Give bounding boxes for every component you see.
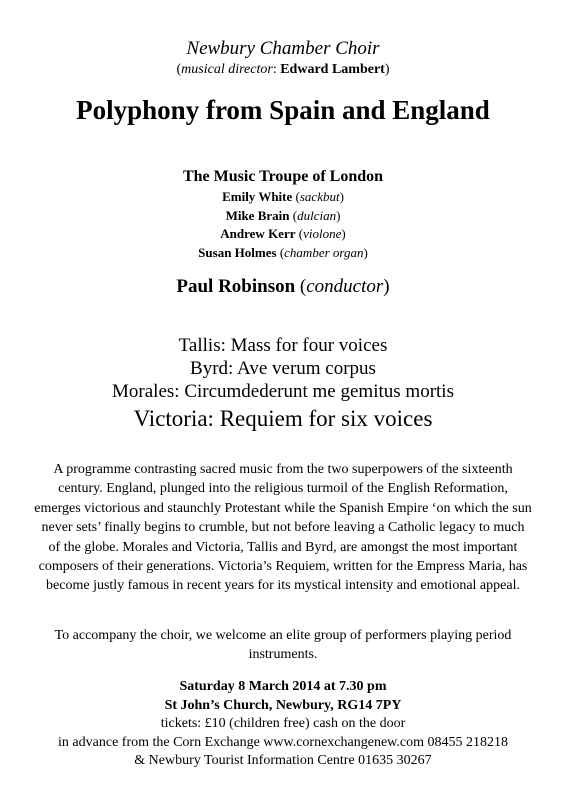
director-line (0, 61, 566, 79)
performer-item: Mike Brain (dulcian) (225, 207, 341, 223)
conductor-role: conductor (306, 276, 384, 297)
work-item: Morales: Circumdederunt me gemitus mortis (112, 381, 454, 402)
work-item-featured: Victoria: Requiem for six voices (133, 406, 433, 431)
performer-item: Andrew Kerr (violone) (220, 226, 346, 241)
performer-instrument: chamber organ (284, 244, 364, 260)
conductor-line: Paul Robinson (conductor) (176, 276, 390, 297)
event-advance-booking: in advance from the Corn Exchange www.cornexchangenew.com 08455 218218 (58, 734, 508, 750)
conductor-name: Paul Robinson (176, 276, 296, 297)
event-details (0, 678, 566, 771)
troupe-name: The Music Troupe of London (182, 168, 384, 185)
event-tickets: tickets: £10 (children free) cash on the door (160, 716, 406, 731)
choir-name: Newbury Chamber Choir (186, 38, 380, 59)
performer-name: Emily White (222, 189, 293, 204)
director-role: musical director (181, 62, 273, 77)
work-item: Byrd: Ave verum corpus (190, 358, 376, 379)
director-name: Edward Lambert (280, 62, 385, 77)
director-open-paren: ( (176, 62, 182, 77)
performer-name: Susan Holmes (198, 244, 277, 260)
performer-instrument: violone (303, 226, 342, 241)
performer-instrument: dulcian (297, 207, 337, 223)
event-venue: St John’s Church, Newbury, RG14 7PY (164, 697, 402, 713)
performer-name: Andrew Kerr (220, 226, 296, 241)
accompany-note: To accompany the choir, we welcome an elite group of performers playing period instruments. (54, 628, 512, 662)
event-tourist-info: & Newbury Tourist Information Centre 01635 30267 (134, 753, 432, 768)
director-colon: : (272, 62, 281, 77)
event-datetime: Saturday 8 March 2014 at 7.30 pm (179, 679, 387, 694)
performer-item: Emily White (sackbut) (222, 189, 344, 204)
director-close-paren: ) (384, 62, 390, 77)
concert-title: Polyphony from Spain and England (76, 95, 490, 125)
performer-name: Mike Brain (225, 207, 290, 223)
performer-list (0, 188, 566, 262)
works-list (0, 334, 566, 434)
work-item: Tallis: Mass for four voices (178, 335, 388, 356)
programme-description: A programme contrasting sacred music from the two superpowers of the sixteenth century. England, plunged into the religious turmoil of the English Reformation, emerges victorious and staunchly Protestant while the Spanish Empire ‘on which the sun never sets’ finally begins to crumble, but not before leaving a Catholic legacy to much of the globe. Morales and Victoria, Tallis and Byrd, are amongst the most important composers of their generations. Victoria’s Requiem, written for the Empress Maria, has become justly famous in recent years for its mystical intensity and emotional appeal. (34, 462, 532, 594)
performer-item: Susan Holmes (chamber organ) (198, 244, 368, 260)
performer-instrument: sackbut (299, 189, 340, 204)
